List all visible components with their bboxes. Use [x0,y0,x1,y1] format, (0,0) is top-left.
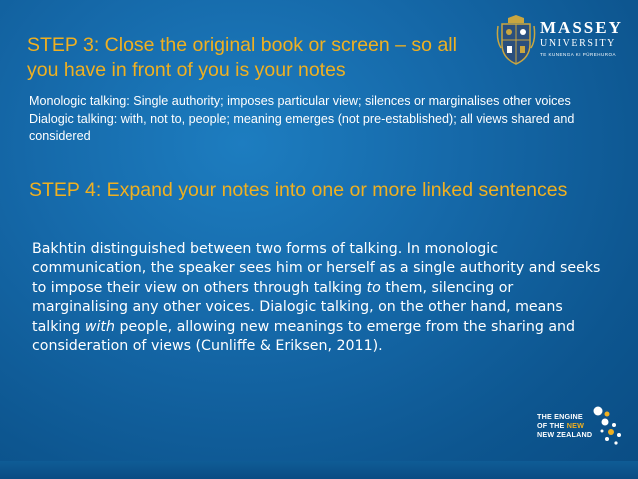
notes-block [29,93,589,146]
massey-university-logo [496,14,621,70]
paragraph-part-3: people, allowing new meanings to emerge from the sharing and consideration of views (Cunliffe & Eriksen, 2011). [32,318,576,355]
paragraph-emphasis-with: with [84,318,115,335]
logo-university: UNIVERSITY [540,38,616,49]
paragraph-emphasis-to: to [366,279,381,296]
notes-monologic: Monologic talking: Single authority; imposes particular view; silences or marginalises other voices [29,94,571,108]
logo-motto: TE KUNENGA KI PŪREHUROA [540,52,617,57]
step4-heading: STEP 4: Expand your notes into one or more linked sentences [29,179,568,201]
dots-cluster-icon [592,405,626,451]
engine-line-1: THE ENGINE [537,412,583,421]
paragraph-part-1: Bakhtin distinguished between two forms of talking. In monologic communication, the speaker sees him or herself as a single authority and seeks to impose their view on others through talking [32,241,601,296]
engine-line-2-a: OF THE [537,421,567,430]
engine-line-3: NEW ZEALAND [537,430,593,439]
footer-bar [0,461,638,479]
engine-line-2 [537,421,592,430]
crest-icon [496,14,536,68]
engine-line-2-new: NEW [566,421,585,430]
paragraph-part-2: them, silencing or marginalising any other voices. Dialogic talking, on the other hand, means talking [32,279,563,335]
engine-tagline [537,412,592,439]
engine-of-new-zealand-logo [537,405,627,455]
expanded-paragraph [32,240,602,356]
logo-name: MASSEY [540,18,623,37]
step3-heading: STEP 3: Close the original book or screen – so all you have in front of you is your notes [27,34,457,81]
notes-dialogic: Dialogic talking: with, not to, people; meaning emerges (not pre-established); all views shared and considered [29,111,575,143]
